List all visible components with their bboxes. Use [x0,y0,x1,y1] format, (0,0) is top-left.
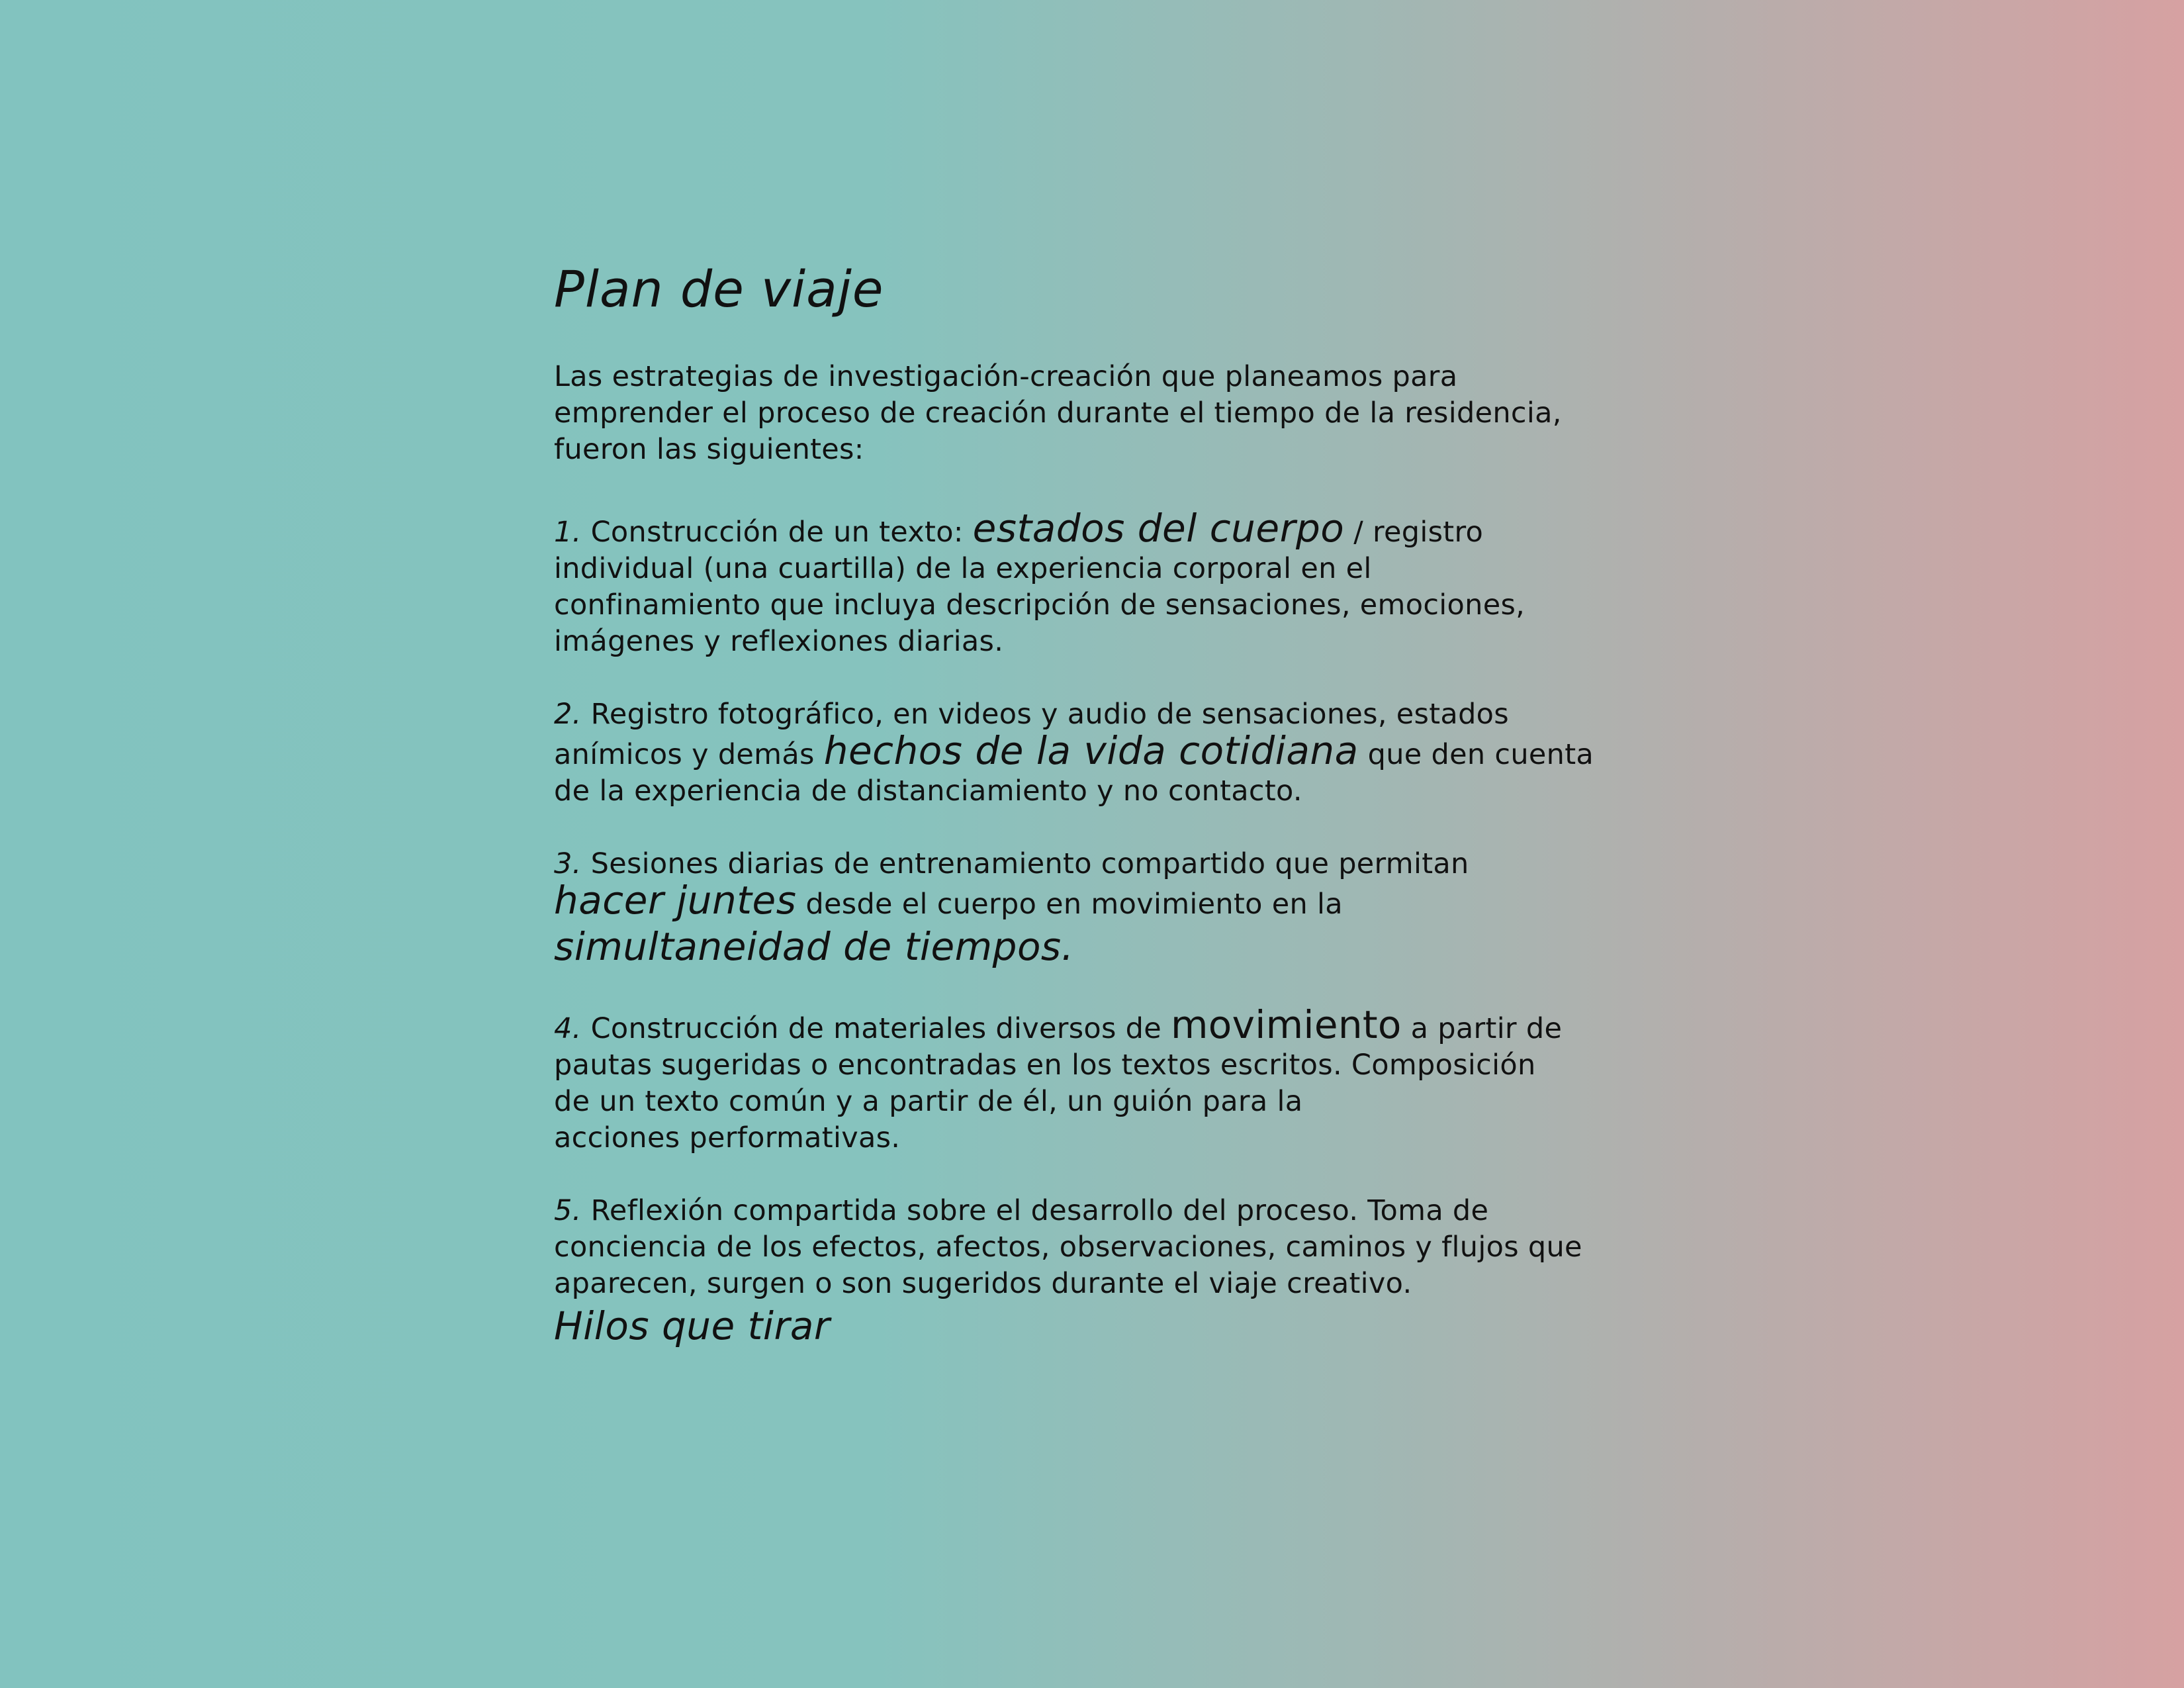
item-text: Construcción de materiales diversos de [581,1012,1171,1045]
item-number: 3. [554,847,582,880]
item-text: Reflexión compartida sobre el desarrollo del proceso. Toma de [581,1194,1489,1227]
item-text: desde el cuerpo en movimiento en la [796,888,1343,921]
item-line [554,1193,1679,1229]
item-emphasis: simultaneidad de tiempos. [554,924,1074,969]
item-number: 4. [554,1012,582,1045]
list-item-1 [554,506,1679,660]
item-text: Sesiones diarias de entrenamiento compartido que permitan [581,847,1469,880]
item-line: de un texto común y a partir de él, un guión para la [554,1085,1303,1118]
item-line: aparecen, surgen o son sugeridos durante el viaje creativo. [554,1267,1412,1300]
closing-phrase: Hilos que tirar [554,1303,831,1348]
item-number: 2. [554,698,582,731]
item-emphasis: hacer juntes [554,878,797,923]
item-text: Registro fotográfico, en videos y audio de sensaciones, estados [581,698,1509,731]
intro-line: emprender el proceso de creación durante el tiempo de la residencia, [554,397,1562,430]
item-line [554,1002,1679,1047]
page-title: Plan de viaje [554,259,884,318]
list-item-3 [554,846,1679,970]
item-line: de la experiencia de distanciamiento y no contacto. [554,774,1302,808]
intro-line: fueron las siguientes: [554,433,864,466]
list-item-4 [554,1002,1679,1156]
item-number: 5. [554,1194,582,1227]
item-line: conciencia de los efectos, afectos, observaciones, caminos y flujos que [554,1231,1582,1264]
item-text: a partir de [1401,1012,1563,1045]
item-text: / registro [1344,516,1484,549]
item-text: que den cuenta [1358,738,1594,771]
item-emphasis: movimiento [1171,1002,1402,1047]
item-line [554,728,1679,773]
intro-line: Las estrategias de investigación-creación que planeamos para [554,360,1458,393]
item-number: 1. [554,516,582,549]
list-item-5 [554,1193,1679,1350]
item-line [554,506,1679,551]
item-line: confinamiento que incluya descripción de sensaciones, emociones, [554,588,1525,622]
item-line: imágenes y reflexiones diarias. [554,625,1004,658]
document-body [554,258,1679,1350]
intro-paragraph [554,359,1679,468]
item-text: Construcción de un texto: [581,516,973,549]
item-emphasis: hechos de la vida cotidiana [823,728,1359,773]
item-line: pautas sugeridas o encontradas en los textos escritos. Composición [554,1049,1536,1082]
item-line: individual (una cuartilla) de la experiencia corporal en el [554,552,1372,585]
list-item-2 [554,696,1679,810]
item-line: acciones performativas. [554,1121,901,1154]
item-text: anímicos y demás [554,738,824,771]
item-line [554,696,1679,733]
item-line [554,846,1679,882]
item-emphasis: estados del cuerpo [972,506,1345,551]
item-line [554,878,1679,923]
